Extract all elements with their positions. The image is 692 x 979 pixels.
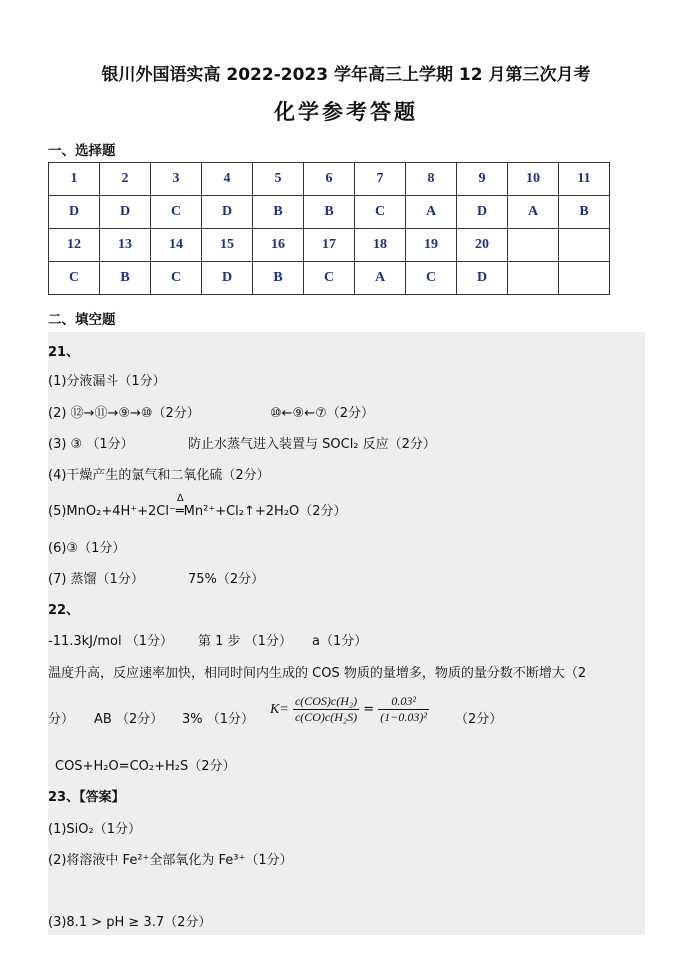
q22-answer-1a: -11.3kJ/mol （1分）: [48, 634, 174, 649]
document-title: 银川外国语实高 2022-2023 学年高三上学期 12 月第三次月考: [101, 65, 591, 85]
table-cell: 19: [406, 229, 457, 262]
answer-table: [48, 162, 610, 295]
q21-answer-7a: (7) 蒸馏（1分）: [48, 572, 144, 587]
table-cell: C: [151, 262, 202, 295]
table-cell: 15: [202, 229, 253, 262]
fraction-numerator: 0.03²: [378, 694, 429, 710]
table-cell: B: [304, 196, 355, 229]
q22-answer-3a: 分）: [48, 712, 75, 727]
table-cell: C: [49, 262, 100, 295]
q22-answer-1c: a（1分）: [312, 634, 368, 649]
table-cell: D: [202, 262, 253, 295]
table-cell: 4: [202, 163, 253, 196]
table-cell: 17: [304, 229, 355, 262]
table-cell: C: [304, 262, 355, 295]
section-choice-label: 一、选择题: [48, 143, 116, 159]
fraction-value: [378, 694, 429, 725]
q21-answer-6: (6)③（1分）: [48, 541, 126, 556]
table-row: [49, 196, 610, 229]
q21-answer-5: [48, 493, 347, 519]
table-cell: B: [100, 262, 151, 295]
fraction-denominator: (1−0.03)²: [380, 710, 427, 724]
table-cell: [559, 262, 610, 295]
q21-answer-4: (4)干燥产生的氯气和二氧化硫（2分）: [48, 468, 270, 483]
table-cell: 7: [355, 163, 406, 196]
table-cell: B: [253, 262, 304, 295]
section-fill-label: 二、填空题: [48, 312, 116, 328]
table-cell: D: [457, 196, 508, 229]
table-cell: 1: [49, 163, 100, 196]
table-cell: 10: [508, 163, 559, 196]
table-row: [49, 262, 610, 295]
q23-answer-2: (2)将溶液中 Fe²⁺全部氧化为 Fe³⁺（1分）: [48, 853, 293, 868]
q21-answer-1: (1)分液漏斗（1分）: [48, 374, 166, 389]
table-row: [49, 229, 610, 262]
table-cell: C: [406, 262, 457, 295]
table-cell: 12: [49, 229, 100, 262]
table-cell: A: [406, 196, 457, 229]
table-cell: 16: [253, 229, 304, 262]
q21-answer-2b: ⑩←⑨←⑦（2分）: [270, 406, 375, 421]
table-cell: A: [355, 262, 406, 295]
table-cell: C: [151, 196, 202, 229]
q21-answer-3a: (3) ③ （1分）: [48, 437, 134, 452]
equals-sign: ═: [175, 504, 184, 519]
table-cell: 2: [100, 163, 151, 196]
table-cell: B: [559, 196, 610, 229]
table-cell: 20: [457, 229, 508, 262]
table-cell: 9: [457, 163, 508, 196]
q23-answer-1: (1)SiO₂（1分）: [48, 822, 141, 837]
fraction-concentration: [293, 694, 359, 725]
table-cell: 5: [253, 163, 304, 196]
table-cell: D: [100, 196, 151, 229]
table-cell: 18: [355, 229, 406, 262]
table-cell: 13: [100, 229, 151, 262]
equals-sign: =: [363, 702, 375, 717]
q22-answer-3c: 3% （1分）: [182, 712, 255, 727]
q21-eq-left: (5)MnO₂+4H⁺+2Cl⁻: [48, 504, 176, 519]
table-cell: D: [202, 196, 253, 229]
q21-answer-2a: (2) ⑫→⑪→⑨→⑩（2分）: [48, 406, 200, 421]
q22-answer-4: COS+H₂O=CO₂+H₂S（2分）: [55, 759, 236, 774]
q22-number: 22、: [48, 603, 80, 618]
fraction-denominator: c(CO)c(H₂S): [294, 710, 358, 724]
q22-answer-2: 温度升高，反应速率加快，相同时间内生成的 COS 物质的量增多，物质的量分数不断增大（2: [48, 666, 587, 681]
q22-answer-3b: AB （2分）: [94, 712, 164, 727]
fraction-numerator: c(COS)c(H₂): [294, 694, 358, 708]
q21-number: 21、: [48, 345, 80, 360]
q21-answer-7b: 75%（2分）: [188, 572, 265, 587]
delta-symbol: Δ: [176, 493, 184, 504]
heat-condition: [175, 493, 184, 519]
table-cell: 14: [151, 229, 202, 262]
table-cell: D: [457, 262, 508, 295]
q23-answer-3: (3)8.1 > pH ≥ 3.7（2分）: [48, 915, 212, 930]
table-cell: D: [49, 196, 100, 229]
q22-answer-1b: 第 1 步 （1分）: [198, 634, 292, 649]
table-cell: 3: [151, 163, 202, 196]
table-cell: A: [508, 196, 559, 229]
q21-answer-3b: 防止水蒸气进入装置与 SOCl₂ 反应（2分）: [188, 437, 436, 452]
q22-answer-3d: （2分）: [455, 712, 503, 727]
table-cell: C: [355, 196, 406, 229]
table-cell: [559, 229, 610, 262]
table-cell: 8: [406, 163, 457, 196]
table-cell: [508, 262, 559, 295]
q21-eq-right: Mn²⁺+Cl₂↑+2H₂O（2分）: [183, 504, 347, 519]
table-cell: [508, 229, 559, 262]
equilibrium-constant: [270, 694, 429, 725]
k-label: K=: [270, 702, 289, 717]
q23-number: 23、【答案】: [48, 790, 125, 805]
table-cell: 6: [304, 163, 355, 196]
table-cell: B: [253, 196, 304, 229]
table-row: [49, 163, 610, 196]
document-subtitle: 化学参考答题: [274, 99, 418, 124]
table-cell: 11: [559, 163, 610, 196]
